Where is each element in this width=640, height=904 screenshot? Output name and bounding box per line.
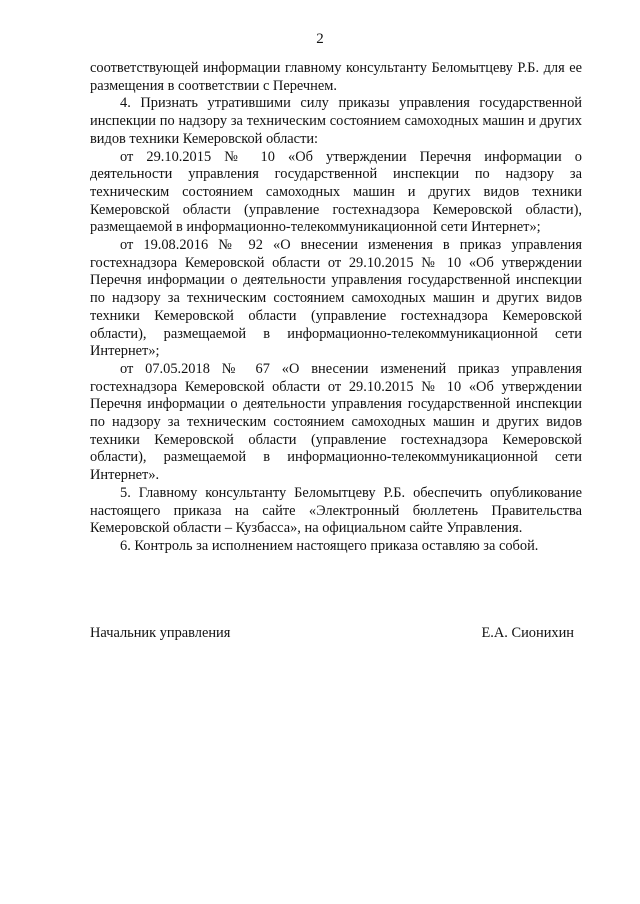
paragraph-continuation: соответствующей информации главному консультанту Беломытцеву Р.Б. для ее размещения в соответствии с Перечнем. [90, 60, 582, 94]
paragraph-item-6: 6. Контроль за исполнением настоящего приказа оставляю за собой. [120, 537, 539, 554]
paragraph-item-5: 5. Главному консультанту Беломытцеву Р.Б. обеспечить опубликование настоящего приказа на сайте «Электронный бюллетень Правительства Кемеровской области – Кузбасса», на официальном сайте Управления. [90, 484, 582, 537]
signatory-name: Е.А. Сионихин [481, 625, 574, 641]
page-number: 2 [316, 31, 324, 47]
signature-block [90, 625, 574, 643]
paragraph-item-4: 4. Признать утратившими силу приказы управления государственной инспекции по надзору за техническим состоянием самоходных машин и других видов техники Кемеровской области: [90, 95, 582, 147]
paragraph-order-2016: от 19.08.2016 № 92 «О внесении изменения в приказ управления гостехнадзора Кемеровской области от 29.10.2015 № 10 «Об утверждении Перечня информации о деятельности управления государственной инспекции по надзору за техническим состоянием самоходных машин и других видов техники Кемеровской области (управление гостехнадзора Кемеровской области), размещаемой в информационно-телекоммуникационной сети Интернет»; [90, 237, 582, 360]
document-body [90, 60, 582, 556]
paragraph-order-2015: от 29.10.2015 № 10 «Об утверждении Перечня информации о деятельности управления государственной инспекции по надзору за техническим состоянием самоходных машин и других видов техники Кемеровской области (управление гостехнадзора Кемеровской области), размещаемой в информационно-телекоммуникационной сети Интернет»; [90, 148, 582, 236]
signatory-position: Начальник управления [90, 625, 231, 641]
paragraph-order-2018: от 07.05.2018 № 67 «О внесении изменений приказ управления гостехнадзора Кемеровской области от 29.10.2015 № 10 «Об утверждении Перечня информации о деятельности управления государственной инспекции по надзору за техническим состоянием самоходных машин и других видов техники Кемеровской области (управление гостехнадзора Кемеровской области), размещаемой в информационно-телекоммуникационной сети Интернет». [90, 360, 582, 484]
